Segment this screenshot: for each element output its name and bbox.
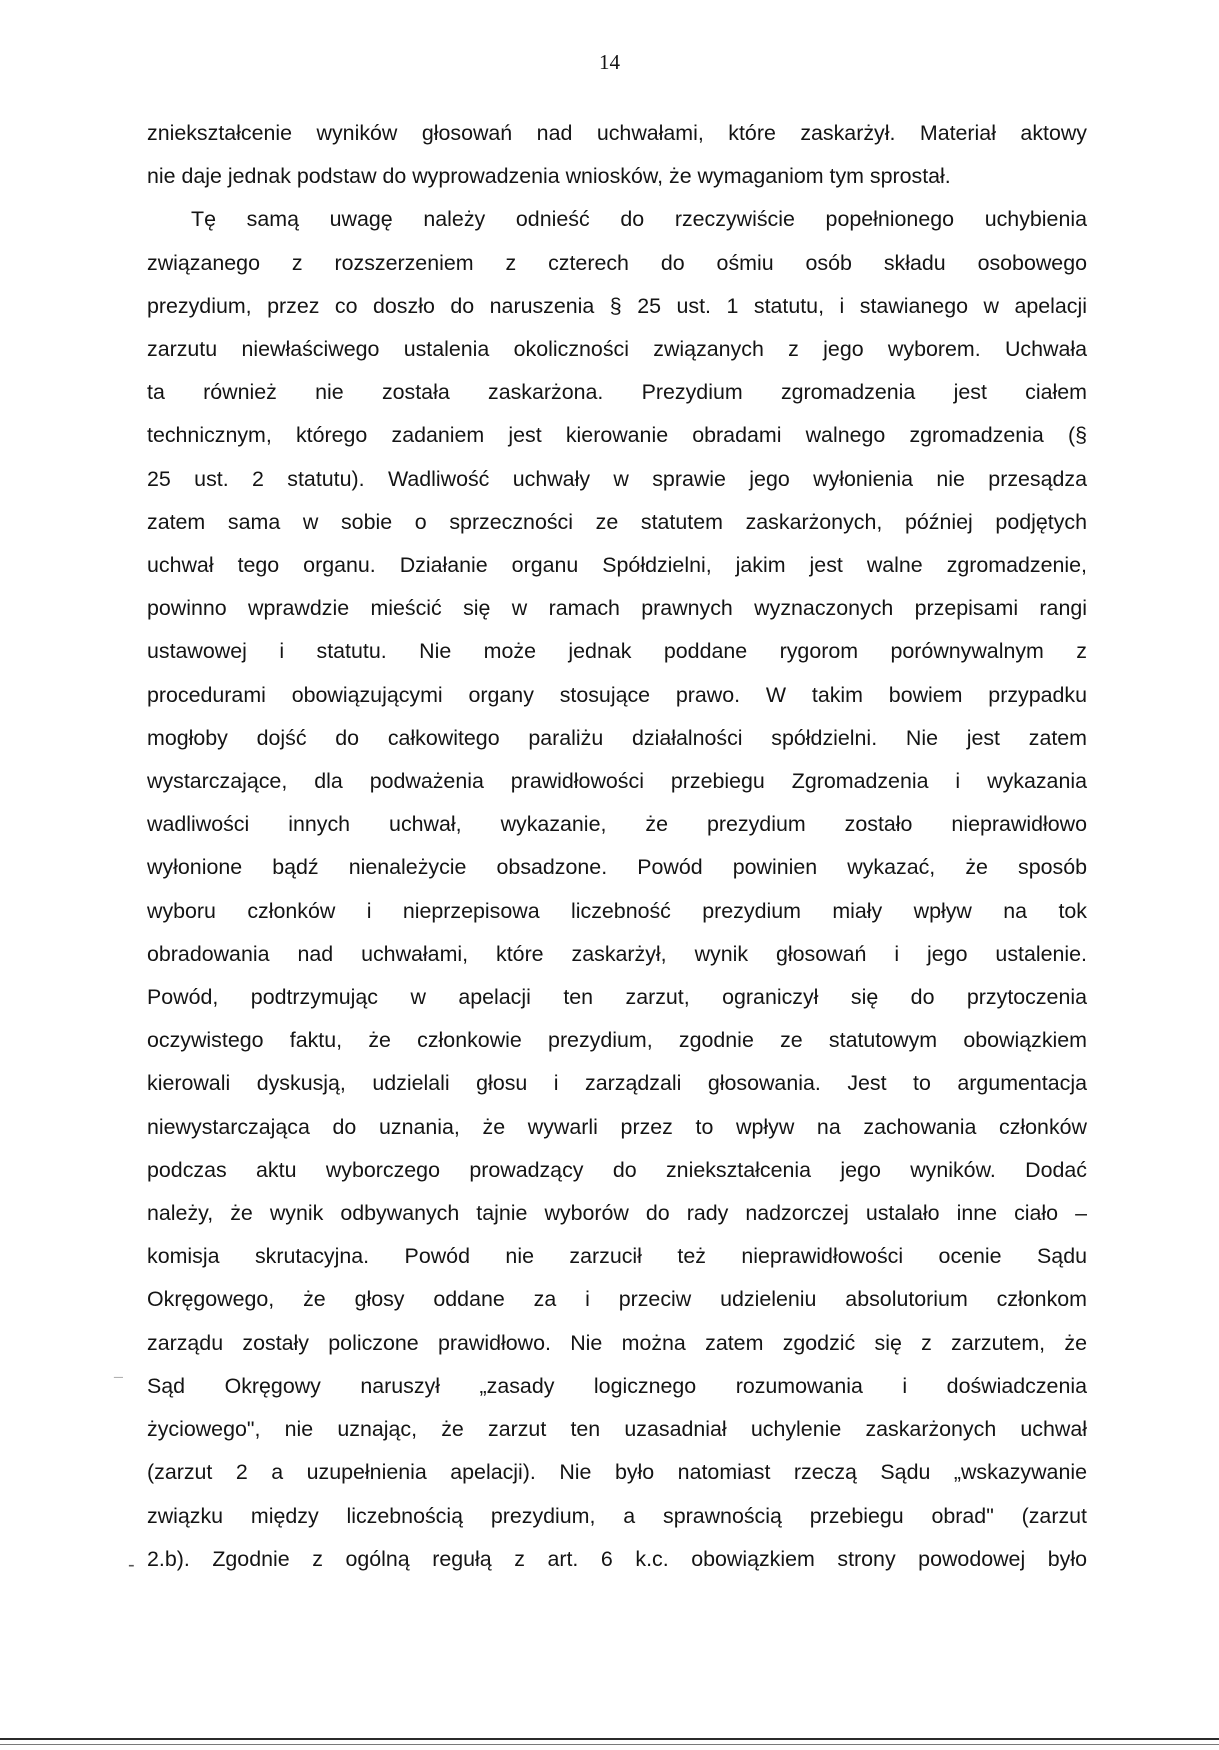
text-line: 2.b). Zgodnie z ogólną regułą z art. 6 k.c. obowiązkiem strony powodowej było [147,1546,1087,1571]
scan-bottom-edge [0,1738,1219,1740]
text-line: technicznym, którego zadaniem jest kierowanie obradami walnego zgromadzenia (§ [147,423,1087,448]
text-line: Powód, podtrzymując w apelacji ten zarzut, ograniczył się do przytoczenia [147,985,1087,1010]
body-text [147,112,1087,1581]
text-line: (zarzut 2 a uzupełnienia apelacji). Nie było natomiast rzeczą Sądu „wskazywanie [147,1460,1087,1485]
text-line: wadliwości innych uchwał, wykazanie, że prezydium zostało nieprawidłowo [147,812,1087,837]
text-line: życiowego", nie uznając, że zarzut ten uzasadniał uchylenie zaskarżonych uchwał [147,1417,1087,1442]
text-line: prezydium, przez co doszło do naruszenia § 25 ust. 1 statutu, i stawianego w apelacji [147,293,1087,318]
scan-margin-mark: - [128,1554,135,1576]
text-line: ta również nie została zaskarżona. Prezydium zgromadzenia jest ciałem [147,380,1087,405]
text-line: Tę samą uwagę należy odnieść do rzeczywiście popełnionego uchybienia [191,207,1087,232]
text-line: oczywistego faktu, że członkowie prezydium, zgodnie ze statutowym obowiązkiem [147,1028,1087,1053]
text-line: procedurami obowiązującymi organy stosujące prawo. W takim bowiem przypadku [147,682,1087,707]
text-line: komisja skrutacyjna. Powód nie zarzucił też nieprawidłowości ocenie Sądu [147,1244,1087,1269]
text-line: nie daje jednak podstaw do wyprowadzenia wniosków, że wymaganiom tym sprostał. [147,164,951,189]
scan-bottom-edge [0,1744,1219,1745]
text-line: zniekształcenie wyników głosowań nad uchwałami, które zaskarżył. Materiał aktowy [147,121,1087,145]
scan-margin-mark: ¯ [114,1376,123,1393]
text-line: Okręgowego, że głosy oddane za i przeciw udzieleniu absolutorium członkom [147,1287,1087,1312]
text-line: kierowali dyskusją, udzielali głosu i zarządzali głosowania. Jest to argumentacja [147,1071,1087,1096]
page-number: 14 [599,50,620,74]
text-line: związanego z rozszerzeniem z czterech do ośmiu osób składu osobowego [147,250,1087,275]
text-line: ustawowej i statutu. Nie może jednak poddane rygorom porównywalnym z [147,639,1087,664]
text-line: wyboru członków i nieprzepisowa liczebność prezydium miały wpływ na tok [147,898,1087,923]
text-line: niewystarczająca do uznania, że wywarli przez to wpływ na zachowania członków [147,1114,1087,1139]
text-line: zarządu zostały policzone prawidłowo. Nie można zatem zgodzić się z zarzutem, że [147,1330,1087,1355]
text-line: uchwał tego organu. Działanie organu Spółdzielni, jakim jest walne zgromadzenie, [147,553,1087,578]
text-line: mogłoby dojść do całkowitego paraliżu działalności spółdzielni. Nie jest zatem [147,725,1087,750]
text-line: zatem sama w sobie o sprzeczności ze statutem zaskarżonych, później podjętych [147,509,1087,534]
text-line: powinno wprawdzie mieścić się w ramach prawnych wyznaczonych przepisami rangi [147,596,1087,621]
text-line: zarzutu niewłaściwego ustalenia okoliczności związanych z jego wyborem. Uchwała [147,337,1087,362]
text-line: podczas aktu wyborczego prowadzący do zniekształcenia jego wyników. Dodać [147,1157,1087,1182]
text-line: wyłonione bądź nienależycie obsadzone. Powód powinien wykazać, że sposób [147,855,1087,880]
text-line: 25 ust. 2 statutu). Wadliwość uchwały w sprawie jego wyłonienia nie przesądza [147,466,1087,491]
text-line: związku między liczebnością prezydium, a sprawnością przebiegu obrad" (zarzut [147,1503,1087,1528]
text-line: należy, że wynik odbywanych tajnie wyborów do rady nadzorczej ustalało inne ciało – [147,1201,1087,1226]
text-line: wystarczające, dla podważenia prawidłowości przebiegu Zgromadzenia i wykazania [147,769,1087,794]
text-line: obradowania nad uchwałami, które zaskarżył, wynik głosowań i jego ustalenie. [147,941,1087,966]
text-line: Sąd Okręgowy naruszył „zasady logicznego rozumowania i doświadczenia [147,1373,1087,1398]
